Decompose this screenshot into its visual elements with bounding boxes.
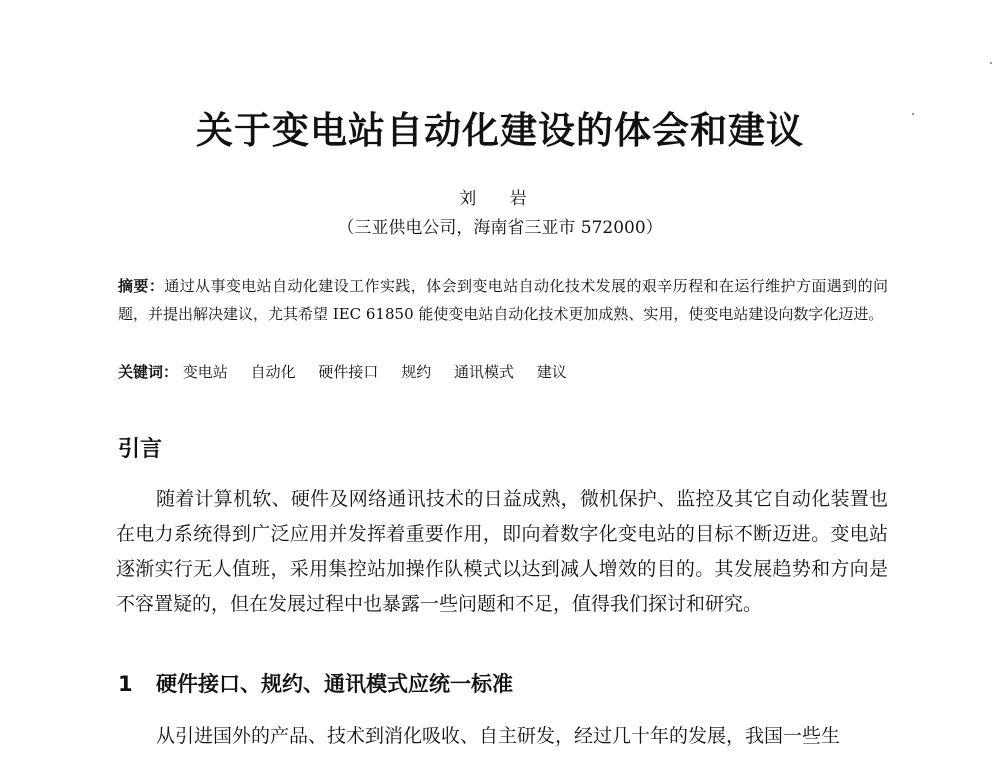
keyword-item: 硬件接口 [318,363,379,381]
abstract-text: 通过从事变电站自动化建设工作实践，体会到变电站自动化技术发展的艰辛历程和在运行维护方面遇到的问题，并提出解决建议，尤其希望 IEC 61850 能使变电站自动化技术更加成熟、实用，使变电站建设向数字化迈进。 [118,277,888,323]
keyword-item: 规约 [401,363,432,381]
keyword-item: 自动化 [250,363,296,381]
abstract [118,272,888,328]
keywords-label: 关键词： [118,363,179,381]
section-number: 1 [118,672,133,696]
author-name: 刘 岩 [459,189,541,209]
keyword-item: 变电站 [182,363,228,381]
section-title: 硬件接口、规约、通讯模式应统一标准 [156,672,513,696]
section-heading [118,668,513,698]
abstract-label: 摘要： [118,277,165,295]
intro-heading: 引言 [118,437,163,462]
section-paragraph: 从引进国外的产品、技术到消化吸收、自主研发，经过几十年的发展，我国一些生 [156,725,841,747]
keywords [118,360,888,384]
scan-speck [990,62,992,64]
keyword-item: 建议 [536,363,567,381]
paper-title: 关于变电站自动化建设的体会和建议 [196,109,804,152]
intro-paragraph: 随着计算机软、硬件及网络通讯技术的日益成熟，微机保护、监控及其它自动化装置也在电力系统得到广泛应用并发挥着重要作用，即向着数字化变电站的目标不断迈进。变电站逐渐实行无人值班，采用集控站加操作队模式以达到减人增效的目的。其发展趋势和方向是不容置疑的，但在发展过程中也暴露一些问题和不足，值得我们探讨和研究。 [116,488,888,615]
scan-speck [912,113,914,115]
keyword-item: 通讯模式 [453,363,514,381]
author-affiliation: （三亚供电公司，海南省三亚市 572000） [337,218,663,238]
